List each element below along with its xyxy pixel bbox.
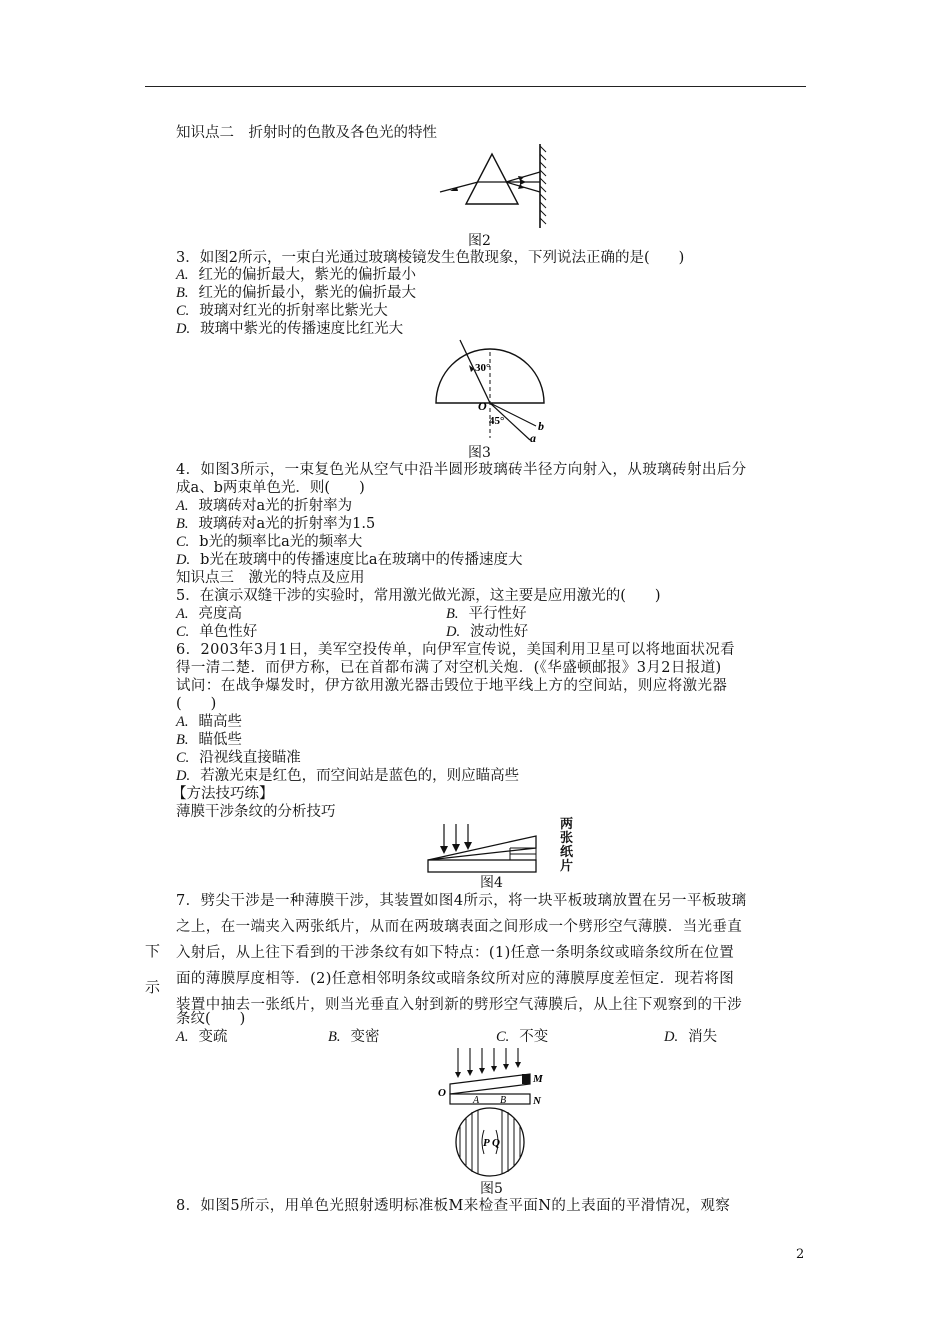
figure-2-prism-diagram — [434, 142, 554, 232]
margin-char-1: 下 — [145, 942, 161, 960]
q7-line5: 装置中抽去一张纸片，则当光垂直入射到新的劈形空气薄膜后，从上往下观察到的干涉 — [176, 997, 743, 1013]
fig5-label-q: Q — [492, 1137, 500, 1149]
method-heading: 【方法技巧练】 — [172, 786, 274, 802]
margin-char-2: 示 — [145, 978, 161, 996]
fig5-label-p: P — [483, 1137, 490, 1149]
q3-stem: 3．如图2所示，一束白光通过玻璃棱镜发生色散现象，下列说法正确的是( ) — [176, 250, 685, 266]
q3-option-c: C. 玻璃对红光的折射率比紫光大 — [176, 303, 388, 319]
q7-option-a: A. 变疏 — [176, 1029, 228, 1045]
q4-option-a: A. 玻璃砖对a光的折射率为 — [176, 498, 353, 514]
q7-line6: 条纹( ) — [176, 1011, 246, 1027]
section-heading-3: 知识点三 激光的特点及应用 — [176, 570, 365, 586]
fig3-angle-top: 30° — [475, 362, 491, 374]
q5-option-d: D. 波动性好 — [446, 624, 529, 640]
fig3-label-a: a — [530, 431, 536, 445]
figure-4-caption: 图4 — [480, 875, 503, 891]
q3-option-b: B. 红光的偏折最小，紫光的偏折最大 — [176, 285, 416, 301]
q7-line2: 之上，在一端夹入两张纸片，从而在两玻璃表面之间形成一个劈形空气薄膜．当光垂直 — [176, 919, 743, 935]
fig3-angle-bottom: 45° — [489, 415, 505, 427]
q3-option-a: A. 红光的偏折最大，紫光的偏折最小 — [176, 267, 416, 283]
q6-option-d: D. 若激光束是红色，而空间站是蓝色的，则应瞄高些 — [176, 768, 520, 784]
fig5-label-b: B — [500, 1095, 507, 1106]
figure-5-caption: 图5 — [480, 1181, 503, 1197]
q4-stem-line2: 成a、b两束单色光．则( ) — [176, 480, 365, 496]
q4-option-b: B. 玻璃砖对a光的折射率为1.5 — [176, 516, 376, 532]
q8-line1: 8．如图5所示，用单色光照射透明标准板M来检查平面N的上表面的平滑情况，观察 — [176, 1198, 731, 1214]
q7-option-d: D. 消失 — [664, 1029, 718, 1045]
fig5-label-a: A — [473, 1095, 480, 1106]
q5-option-c: C. 单色性好 — [176, 624, 258, 640]
q7-option-c: C. 不变 — [496, 1029, 549, 1045]
method-subheading: 薄膜干涉条纹的分析技巧 — [176, 804, 336, 820]
q4-option-d: D. b光在玻璃中的传播速度比a在玻璃中的传播速度大 — [176, 552, 523, 568]
q5-stem: 5．在演示双缝干涉的实验时，常用激光做光源，这主要是应用激光的( ) — [176, 588, 661, 604]
figure-2-caption: 图2 — [468, 233, 491, 249]
q7-line1: 7．劈尖干涉是一种薄膜干涉，其装置如图4所示，将一块平板玻璃放置在另一平板玻璃 — [176, 893, 747, 909]
fig3-label-o: O — [478, 399, 487, 413]
figure-3-semicircle-diagram — [426, 338, 556, 448]
q7-line3: 入射后，从上往下看到的干涉条纹有如下特点：(1)任意一条明条纹或暗条纹所在位置 — [176, 945, 735, 961]
q6-option-b: B. 瞄低些 — [176, 732, 242, 748]
q7-option-b: B. 变密 — [328, 1029, 380, 1045]
section-heading-2: 知识点二 折射时的色散及各色光的特性 — [176, 125, 437, 141]
figure-5-interference-diagram — [436, 1046, 546, 1182]
q6-line4: ( ) — [176, 696, 217, 712]
q4-stem-line1: 4．如图3所示，一束复色光从空气中沿半圆形玻璃砖半径方向射入，从玻璃砖射出后分 — [176, 462, 747, 478]
figure-4-paper-label: 两 张 纸 片 — [560, 817, 574, 874]
q5-option-b: B. 平行性好 — [446, 606, 527, 622]
fig5-label-o: O — [438, 1087, 446, 1099]
q6-option-a: A. 瞄高些 — [176, 714, 242, 730]
header-rule — [145, 86, 806, 87]
q4-option-c: C. b光的频率比a光的频率大 — [176, 534, 363, 550]
q3-option-d: D. 玻璃中紫光的传播速度比红光大 — [176, 321, 404, 337]
fig3-label-b: b — [538, 419, 544, 433]
page-number: 2 — [796, 1247, 805, 1262]
q5-option-a: A. 亮度高 — [176, 606, 242, 622]
q6-line1: 6．2003年3月1日，美军空投传单，向伊军宣传说，美国利用卫星可以将地面状况看 — [176, 642, 736, 658]
figure-3-caption: 图3 — [468, 445, 491, 461]
fig5-label-n: N — [533, 1095, 541, 1107]
q7-line4: 面的薄膜厚度相等．(2)任意相邻明条纹或暗条纹所对应的薄膜厚度差恒定．现若将图 — [176, 971, 735, 987]
fig5-label-m: M — [533, 1073, 543, 1085]
q6-line3: 试问：在战争爆发时，伊方欲用激光器击毁位于地平线上方的空间站，则应将激光器 — [176, 678, 728, 694]
q6-option-c: C. 沿视线直接瞄准 — [176, 750, 301, 766]
q6-line2: 得一清二楚．而伊方称，已在首都布满了对空机关炮．(《华盛顿邮报》3月2日报道) — [176, 660, 722, 676]
